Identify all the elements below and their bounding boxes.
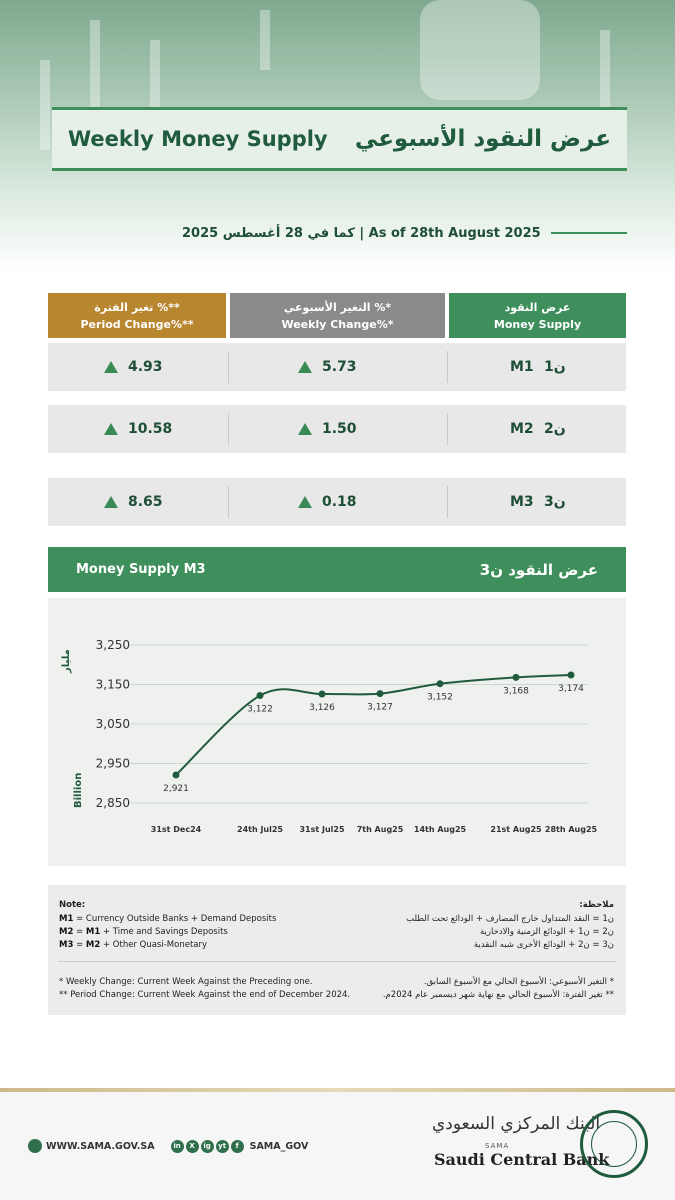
y-axis-label-ar: مليار [61, 649, 72, 673]
x-tick-label: 28th Aug25 [544, 825, 598, 834]
chart-panel [48, 598, 626, 866]
title-box [52, 107, 627, 171]
note-m3-text: + Other Quasi-Monetary [100, 940, 208, 950]
note-m1-ar: ن1 = النقد المتداول خارج المصارف + الودائع تحت الطلب [406, 914, 614, 924]
as-of-row [52, 222, 627, 244]
x-tick-label: 24th Jul25 [237, 825, 283, 834]
x-tick-label: 31st Jul25 [299, 825, 345, 834]
note-weekly-en: * Weekly Change: Current Week Against the Preceding one. [59, 977, 313, 987]
data-point [437, 680, 444, 687]
note-m3-ar: ن3 = ن2 + الودائع الأخرى شبه النقدية [473, 940, 614, 950]
title-en: Weekly Money Supply [68, 127, 328, 151]
data-label: 3,174 [558, 684, 584, 695]
footer [0, 1092, 675, 1200]
data-label: 3,127 [367, 702, 393, 713]
x-tick-label: 31st Dec24 [150, 825, 202, 834]
note-m3-en [59, 940, 207, 950]
y-tick-label: 3,250 [95, 638, 130, 652]
m3-line-chart [48, 598, 626, 866]
note-m1-en [59, 914, 276, 924]
period-change-cell [104, 405, 172, 453]
data-label: 3,126 [309, 702, 335, 713]
note-m2-en [59, 927, 228, 937]
note-m1-text: = Currency Outside Banks + Demand Deposits [73, 914, 277, 924]
data-point [173, 771, 180, 778]
note-title-en: Note: [59, 900, 86, 910]
column-divider [228, 413, 229, 445]
data-point [513, 674, 520, 681]
globe-icon [28, 1139, 42, 1153]
period-change-cell [104, 343, 163, 391]
note-period-en: ** Period Change: Current Week Against the end of December 2024. [59, 990, 351, 1000]
money-supply-label-en: M2 [510, 421, 534, 437]
column-divider [228, 486, 229, 518]
period-change-value: 8.65 [128, 494, 163, 510]
up-arrow-icon [298, 423, 312, 435]
data-label: 2,921 [163, 783, 189, 794]
weekly-change-cell [298, 405, 357, 453]
period-change-value: 10.58 [128, 421, 173, 437]
bank-name-ar: البنك المركزي السعودي [432, 1114, 601, 1134]
header-money-supply [449, 293, 626, 338]
data-label: 3,168 [503, 686, 529, 697]
table-row-m2 [48, 405, 626, 453]
note-m2-ref: M1 [85, 927, 101, 937]
x-tick-label: 21st Aug25 [490, 825, 542, 834]
chart-title-ar: عرض النقود ن3 [479, 560, 598, 579]
column-divider [447, 486, 448, 518]
money-supply-label-ar: ن3 [544, 494, 566, 510]
header-weekly-change [230, 293, 445, 338]
y-tick-label: 2,950 [95, 756, 130, 771]
chart-title-en: Money Supply M3 [76, 562, 206, 577]
note-title-ar: ملاحظة: [579, 900, 614, 910]
weekly-change-value: 0.18 [322, 494, 357, 510]
money-supply-label-en: M3 [510, 494, 534, 510]
y-tick-label: 2,850 [95, 796, 130, 810]
money-supply-label-ar: ن1 [544, 359, 566, 375]
bank-abbrev: SAMA [485, 1142, 510, 1150]
table-row-m1 [48, 343, 626, 391]
header-weekly-change-en: Weekly Change%* [281, 317, 394, 331]
note-m2-ar: ن2 = ن1 + الودائع الزمنية والادخارية [479, 927, 614, 937]
data-label: 3,152 [427, 692, 453, 703]
data-point [319, 690, 326, 697]
money-supply-label-en: M1 [510, 359, 534, 375]
note-m2-text: + Time and Savings Deposits [100, 927, 228, 937]
note-weekly-ar: * التغير الأسبوعي: الأسبوع الحالي مع الأسبوع السابق. [423, 977, 614, 987]
data-point [377, 690, 384, 697]
notes-divider [58, 961, 616, 962]
period-change-cell [104, 478, 163, 526]
youtube-icon[interactable]: yt [216, 1140, 229, 1153]
website-link[interactable]: WWW.SAMA.GOV.SA [46, 1140, 155, 1152]
title-ar: عرض النقود الأسبوعي [354, 126, 611, 152]
up-arrow-icon [298, 496, 312, 508]
y-axis-label-en: Billion [73, 772, 84, 808]
note-period-ar: ** تغير الفترة: الأسبوع الحالي مع نهاية شهر ديسمبر عام 2024م. [382, 990, 614, 1000]
x-tick-label: 14th Aug25 [413, 825, 467, 834]
note-m3-key: M3 [59, 940, 74, 950]
header-period-change-ar: تغير الفترة %** [94, 300, 180, 314]
footer-links [28, 1139, 308, 1153]
linkedin-icon[interactable]: in [171, 1140, 184, 1153]
note-m3-ref: M2 [85, 940, 101, 950]
y-tick-label: 3,050 [95, 717, 130, 731]
column-divider [228, 351, 229, 383]
data-label: 3,122 [247, 704, 273, 715]
as-of-date: كما في 28 أغسطس 2025 | As of 28th August 2025 [182, 225, 541, 241]
column-divider [447, 413, 448, 445]
x-icon[interactable]: X [186, 1140, 199, 1153]
period-change-value: 4.93 [128, 359, 163, 375]
weekly-change-cell [298, 343, 357, 391]
up-arrow-icon [104, 361, 118, 373]
sama-seal-logo [580, 1110, 648, 1178]
facebook-icon[interactable]: f [231, 1140, 244, 1153]
table-row-m3 [48, 478, 626, 526]
header-money-supply-en: Money Supply [493, 317, 582, 331]
header-weekly-change-ar: التغير الأسبوعي %* [283, 300, 392, 314]
data-point [568, 672, 575, 679]
up-arrow-icon [104, 496, 118, 508]
header-money-supply-ar: عرض النقود [504, 300, 571, 314]
y-tick-label: 3,150 [95, 677, 130, 692]
column-divider [447, 351, 448, 383]
note-m2-eq: = [73, 927, 86, 937]
data-point [257, 692, 264, 699]
money-supply-label-ar: ن2 [544, 421, 566, 437]
bank-name-en: Saudi Central Bank [434, 1150, 610, 1169]
header-period-change-en: Period Change%** [80, 317, 194, 331]
x-tick-label: 7th Aug25 [356, 825, 404, 834]
chart-header [48, 547, 626, 592]
as-of-divider [551, 232, 627, 234]
social-handle[interactable]: SAMA_GOV [249, 1140, 309, 1152]
up-arrow-icon [298, 361, 312, 373]
instagram-icon[interactable]: ig [201, 1140, 214, 1153]
notes-panel [48, 885, 626, 1015]
note-m2-key: M2 [59, 927, 74, 937]
header-period-change [48, 293, 226, 338]
note-m1-key: M1 [59, 914, 74, 924]
weekly-change-value: 5.73 [322, 359, 357, 375]
weekly-change-value: 1.50 [322, 421, 357, 437]
note-m3-eq: = [73, 940, 86, 950]
weekly-change-cell [298, 478, 357, 526]
up-arrow-icon [104, 423, 118, 435]
